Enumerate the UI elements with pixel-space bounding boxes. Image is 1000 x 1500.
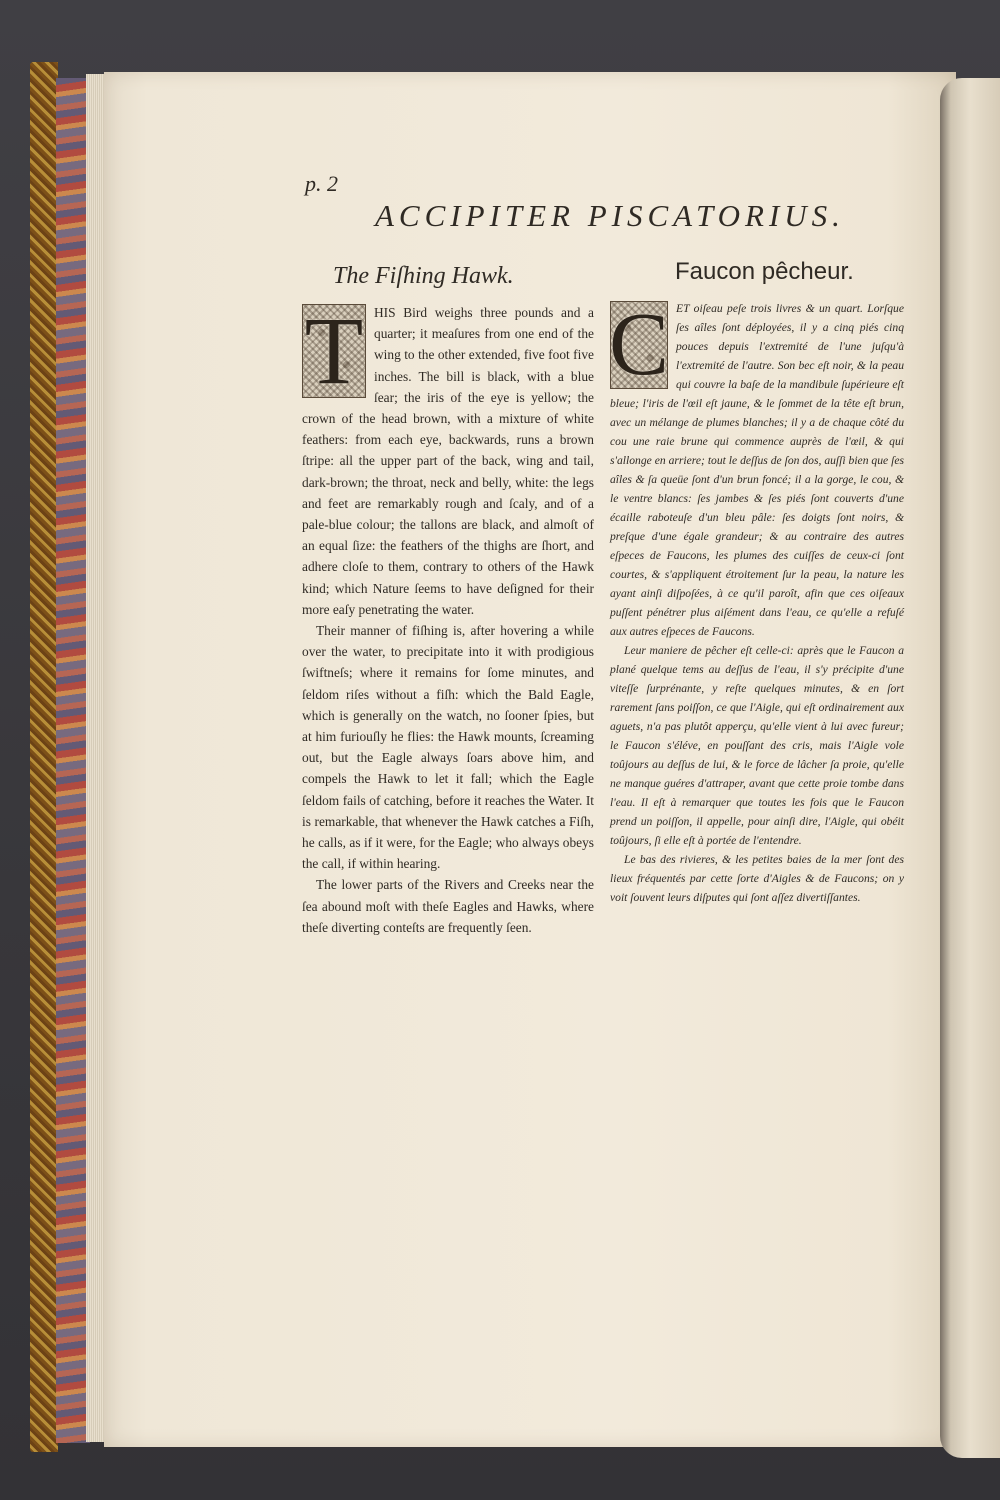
- french-paragraph-1: ET oiſeau peſe trois livres & un quart. Lorſque ſes aîles ſont déployées, il y a cinq piés cinq pouces depuis l'extremité de l'une juſqu'à l'extremité de l'autre. Son bec eſt noir, & la peau qui couvre la baſe de la mandibule ſupérieure eſt bleue; l'iris de l'œil eſt jaune, & le ſommet de la tête eſt brun, avec un mélange de plumes blanches; il y a de chaque côté du cou une raie brune qui commence auprès de l'œil, & qui s'allonge en arriere; tout le deſſus de ſon dos, auſſi bien que ſes aîles & ſa queüe ſont d'un brun foncé; il a la gorge, le cou, & le ventre blancs: ſes jambes & ſes piés ſont couverts d'une écaille raboteuſe d'un bleu pâle: ſes doigts ſont noirs, & preſque d'une égale grandeur; & au contraire des autres eſpeces de Faucons, les plumes des cuiſſes de ceux-ci ſont courtes, & s'appliquent étroitement ſur la peau, la nature les ayant ainſi diſpoſées, à ce qu'il paroît, afin que ces oiſeaux puſſent pénétrer plus aiſément dans l'eau, ce qu'elle a refuſé aux autres eſpeces de Faucons.: [610, 302, 904, 638]
- english-paragraph-2: Their manner of fiſhing is, after hovering a while over the water, to precipitate into it with prodigious ſwiftneſs; where it remains for ſome minutes, and ſeldom riſes without a fiſh: which the Bald Eagle, which is generally on the watch, no ſooner ſpies, but at him furiouſly he flies: the Hawk mounts, ſcreaming out, but the Eagle always ſoars above him, and compels the Hawk to let it fall; which the Eagle ſeldom fails of catching, before it reaches the Water. It is remarkable, that whenever the Hawk catches a Fiſh, he calls, as if it were, for the Eagle; who always obeys the call, if within hearing.: [302, 623, 594, 872]
- page-number: p. 2: [305, 171, 338, 196]
- english-heading: The Fiſhing Hawk.: [333, 263, 514, 289]
- french-paragraph-3: Le bas des rivieres, & les petites baies de la mer ſont des lieux fréquentés par cette ſorte d'Aigles & de Faucons; on y voit ſouvent leurs diſputes qui ſont aſſez divertiſſantes.: [610, 853, 904, 904]
- french-paragraph-2: Leur maniere de pêcher eſt celle-ci: après que le Faucon a plané quelque tems au deſſus de l'eau, il s'y précipite d'une viteſſe ſurprénante, y reſte quelques minutes, & en ſort rarement ſans poiſſon, ce que l'Aigle, qui eſt ordinairement aux aguets, n'a pas plutôt apperçu, qu'elle vient à lui avec fureur; le Faucon s'éléve, en pouſſant des cris, mais l'Aigle vole toûjours au deſſus de lui, & le force de lâcher ſa proie, qu'elle ne manque guéres d'attraper, avant que cette proie tombe dans l'eau. Il eſt à remarquer que toutes les fois que le Faucon prend un poiſſon, il appelle, pour ainſi dire, l'Aigle, qui obéit toûjours, ſi elle eſt à portée de l'entendre.: [610, 644, 904, 847]
- dropcap-letter: T: [304, 297, 364, 404]
- dropcap-letter: C: [608, 295, 670, 394]
- english-paragraph-3: The lower parts of the Rivers and Creeks near the ſea abound moſt with theſe Eagles and Hawks, where theſe diverting conteſts are frequently ſeen.: [302, 877, 594, 935]
- english-paragraph-1: HIS Bird weighs three pounds and a quarter; it meaſures from one end of the wing to the other extended, five foot five inches. The bill is black, with a blue ſear; the iris of the eye is yellow; the crown of the head brown, with a mixture of white feathers: from each eye, backwards, runs a brown ſtripe: all the upper part of the back, wing and tail, dark-brown; the throat, neck and belly, white: the legs and feet are remarkably rough and ſcaly, and of a pale-blue colour; the tallons are black, and almoſt of an equal ſize: the feathers of the thighs are ſhort, and adhere cloſe to them, contrary to others of the Hawk kind; which Nature ſeems to have deſigned for their more eaſy penetrating the water.: [302, 305, 594, 617]
- ornamental-initial-c: [608, 295, 670, 394]
- french-column: [608, 295, 904, 907]
- english-column: [302, 297, 594, 938]
- ornamental-initial-t: [302, 297, 366, 404]
- page-title: ACCIPITER PISCATORIUS.: [375, 198, 845, 233]
- french-heading: Faucon pêcheur.: [675, 258, 854, 285]
